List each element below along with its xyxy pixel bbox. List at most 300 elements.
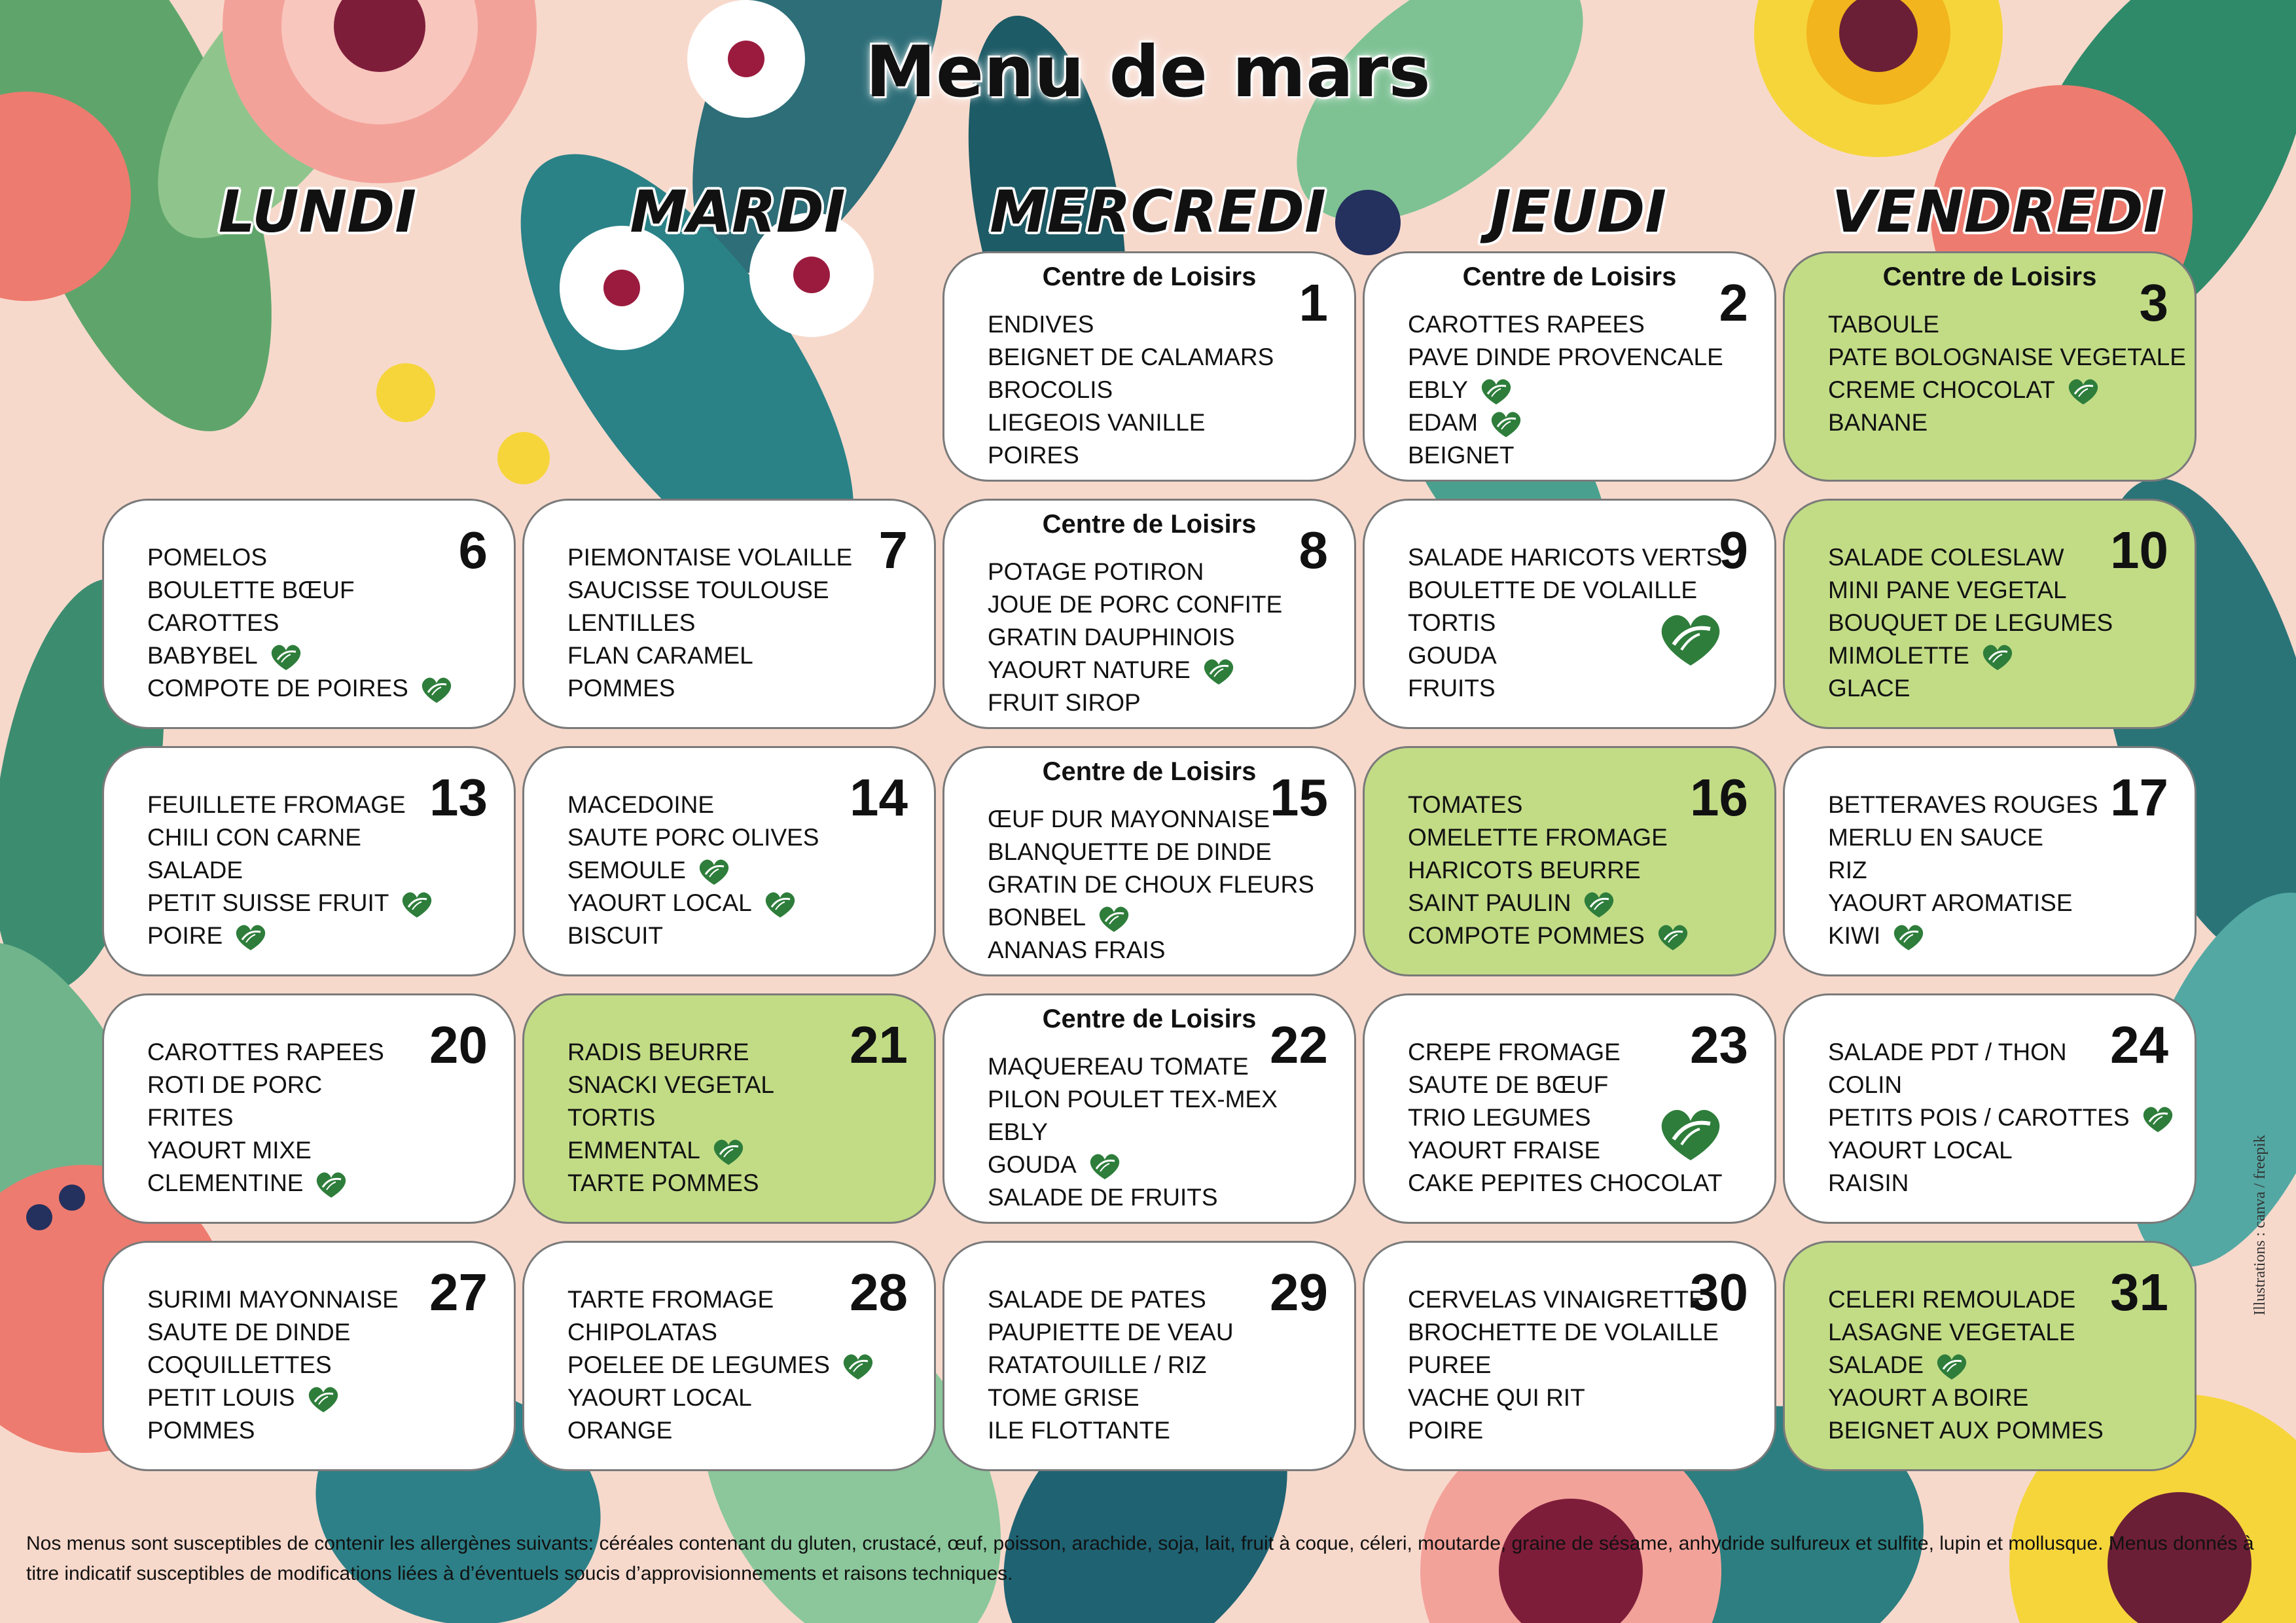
menu-item-text: CHILI CON CARNE [147,824,361,851]
menu-card [522,1241,936,1471]
menu-item-text: SALADE COLESLAW [1828,544,2064,571]
menu-item [567,672,852,705]
bio-heart-icon [1653,607,1729,672]
menu-item-text: MERLU EN SAUCE [1828,824,2043,851]
menu-items [567,1283,877,1447]
menu-item [147,607,456,639]
menu-card [1363,1241,1776,1471]
menu-item-text: GOUDA [1408,642,1497,669]
menu-items [147,1036,384,1200]
menu-item-text: PETITS POIS / CAROTTES [1828,1104,2130,1131]
menu-item-text: YAOURT LOCAL [1828,1137,2013,1164]
menu-item-text: KIWI [1828,922,1881,949]
menu-item [1408,1167,1722,1200]
menu-item [1828,574,2113,607]
menu-item [567,541,852,574]
bio-heart-icon [2139,1105,2177,1133]
menu-items [988,308,1274,472]
menu-item-text: COLIN [1828,1071,1903,1098]
centre-de-loisirs-label: Centre de Loisirs [1042,510,1257,539]
menu-item [1408,854,1692,887]
menu-item-text: ORANGE [567,1417,673,1444]
menu-item-text: YAOURT NATURE [988,656,1191,683]
day-number: 7 [878,521,908,579]
menu-item-text: PUREE [1408,1351,1492,1378]
menu-item [567,1316,877,1349]
menu-item [1408,919,1692,952]
menu-item-text: POTAGE POTIRON [988,558,1204,585]
menu-item-text: GLACE [1828,675,1910,702]
menu-item [147,1283,399,1316]
menu-item-text: CAROTTES RAPEES [1408,311,1645,338]
menu-item [1828,1069,2177,1101]
day-number: 22 [1270,1016,1328,1074]
menu-item [1408,887,1692,919]
centre-de-loisirs-label: Centre de Loisirs [1042,757,1257,786]
menu-items [1408,308,1723,472]
menu-item [567,639,852,672]
bio-heart-icon [1477,377,1515,406]
menu-item [988,556,1282,588]
menu-card [1783,993,2197,1224]
menu-items [1828,789,2098,952]
menu-item [147,639,456,672]
bio-heart-icon [1933,1352,1971,1381]
menu-card [942,1241,1356,1471]
menu-item [1828,1283,2104,1316]
menu-item-text: SAINT PAULIN [1408,889,1571,916]
menu-item-text: YAOURT LOCAL [567,889,752,916]
menu-item-text: POIRES [988,442,1079,469]
menu-item [988,1283,1234,1316]
menu-item [988,1083,1278,1116]
menu-card [102,1241,516,1471]
menu-item-text: MACEDOINE [567,791,715,818]
menu-item [567,919,819,952]
menu-item-text: TORTIS [1408,609,1496,636]
menu-card [1783,251,2197,482]
menu-item-text: SAUTE DE BŒUF [1408,1071,1609,1098]
menu-item [1828,406,2186,439]
menu-card [1783,499,2197,729]
page-title: Menu de mars [865,31,1431,113]
menu-item-text: SEMOULE [567,857,686,883]
menu-item-text: TOMATES [1408,791,1523,818]
menu-item [567,574,852,607]
menu-item-text: YAOURT LOCAL [567,1384,752,1411]
menu-card [942,993,1356,1224]
menu-card [1363,251,1776,482]
menu-item-text: BROCOLIS [988,376,1113,403]
menu-card [942,499,1356,729]
menu-item [1408,1382,1719,1414]
menu-item-text: CAROTTES RAPEES [147,1039,384,1065]
bio-heart-icon [267,643,305,671]
menu-item [988,934,1314,967]
menu-items [1828,1283,2104,1447]
menu-item-text: CELERI REMOULADE [1828,1286,2076,1313]
menu-item-text: PAUPIETTE DE VEAU [988,1319,1234,1346]
day-header-mardi: MARDI [630,178,846,245]
menu-item-text: BANANE [1828,409,1928,436]
menu-item [1408,1283,1719,1316]
bio-heart-icon [2064,377,2102,406]
menu-item-text: BOUQUET DE LEGUMES [1828,609,2113,636]
day-number: 17 [2110,768,2168,827]
menu-item-text: FLAN CARAMEL [567,642,753,669]
menu-item-text: GRATIN DAUPHINOIS [988,624,1235,651]
menu-item-text: RATATOUILLE / RIZ [988,1351,1207,1378]
menu-item-text: BONBEL [988,904,1086,931]
menu-item-text: VACHE QUI RIT [1408,1384,1585,1411]
menu-items [1408,789,1692,952]
menu-card [1363,746,1776,976]
bio-heart-icon [1654,923,1692,952]
menu-items [988,803,1314,967]
menu-item [988,1414,1234,1447]
menu-item [988,1181,1278,1214]
menu-item-text: RAISIN [1828,1169,1909,1196]
menu-item [988,341,1274,374]
menu-item-text: SALADE DE FRUITS [988,1184,1218,1211]
menu-item [147,1316,399,1349]
menu-item-text: ENDIVES [988,311,1094,338]
menu-item-text: COQUILLETTES [147,1351,332,1378]
menu-item-text: JOUE DE PORC CONFITE [988,591,1283,618]
menu-item-text: GRATIN DE CHOUX FLEURS [988,871,1314,898]
menu-item [988,588,1282,621]
menu-item-text: PETIT LOUIS [147,1384,295,1411]
menu-card [522,499,936,729]
menu-item [1828,1414,2104,1447]
menu-item-text: FRITES [147,1104,234,1131]
menu-item-text: SURIMI MAYONNAISE [147,1286,399,1313]
bio-heart-icon [312,1170,350,1199]
menu-item [567,1167,774,1200]
bio-heart-icon [1487,410,1525,438]
day-number: 29 [1270,1263,1328,1321]
menu-item-text: BABYBEL [147,642,258,669]
centre-de-loisirs-label: Centre de Loisirs [1462,262,1677,291]
menu-item [1828,341,2186,374]
menu-item [567,821,819,854]
day-number: 2 [1719,274,1748,332]
menu-item-text: PETIT SUISSE FRUIT [147,889,389,916]
menu-card [942,746,1356,976]
menu-item [988,1382,1234,1414]
menu-item [567,1101,774,1134]
menu-item [988,687,1282,719]
menu-item [1408,439,1723,472]
bio-heart-icon [1095,904,1133,933]
menu-item-text: SALADE HARICOTS VERTS [1408,544,1723,571]
menu-item-text: PATE BOLOGNAISE VEGETALE [1828,344,2186,370]
menu-item [147,821,436,854]
bio-heart-icon [1890,923,1928,952]
menu-item [147,1167,384,1200]
menu-item-text: HARICOTS BEURRE [1408,857,1641,883]
menu-item-text: LENTILLES [567,609,696,636]
menu-item [1828,1167,2177,1200]
day-number: 6 [458,521,488,579]
menu-item-text: PILON POULET TEX-MEX [988,1086,1278,1113]
menu-item-text: SALADE [1828,1351,1924,1378]
menu-item-text: COMPOTE POMMES [1408,922,1645,949]
menu-item [1408,789,1692,821]
menu-item [1408,1349,1719,1382]
menu-item-text: BOULETTE BŒUF [147,577,355,603]
menu-item [988,1149,1278,1181]
menu-item-text: YAOURT MIXE [147,1137,312,1164]
menu-items [147,1283,399,1447]
menu-item [988,1349,1234,1382]
menu-item [147,1069,384,1101]
menu-item-text: LIEGEOIS VANILLE [988,409,1206,436]
menu-item-text: PIEMONTAISE VOLAILLE [567,544,853,571]
day-number: 23 [1690,1016,1748,1074]
menu-item-text: POMELOS [147,544,267,571]
bio-heart-icon [709,1137,747,1166]
menu-item [147,789,436,821]
day-number: 31 [2110,1263,2168,1321]
menu-card [942,251,1356,482]
menu-item [988,374,1274,406]
day-number: 1 [1299,274,1328,332]
menu-item [1828,1101,2177,1134]
menu-item [567,1036,774,1069]
day-number: 24 [2110,1016,2168,1074]
menu-item [1828,308,2186,341]
menu-item-text: YAOURT FRAISE [1408,1137,1601,1164]
menu-items [147,541,456,705]
menu-item-text: SAUTE PORC OLIVES [567,824,819,851]
menu-item-text: BEIGNET [1408,442,1515,469]
menu-item-text: BROCHETTE DE VOLAILLE [1408,1319,1719,1346]
menu-item-text: POIRE [1408,1417,1484,1444]
menu-item [1828,1382,2104,1414]
menu-item-text: PAVE DINDE PROVENCALE [1408,344,1723,370]
menu-item [567,1069,774,1101]
menu-item [1828,672,2113,705]
menu-item [1828,639,2113,672]
menu-item-text: POMMES [567,675,675,702]
menu-item-text: CHIPOLATAS [567,1319,717,1346]
menu-item [988,1116,1278,1149]
menu-item [988,803,1314,836]
menu-item-text: CERVELAS VINAIGRETTE [1408,1286,1705,1313]
menu-item-text: YAOURT AROMATISE [1828,889,2073,916]
centre-de-loisirs-label: Centre de Loisirs [1042,262,1257,291]
menu-items [1828,1036,2177,1200]
bio-heart-icon [398,890,436,919]
menu-item [147,1382,399,1414]
menu-item [1408,341,1723,374]
menu-item-text: MIMOLETTE [1828,642,1969,669]
menu-item [988,1050,1278,1083]
menu-item [1408,406,1723,439]
menu-item [1408,1316,1719,1349]
menu-item-text: MAQUEREAU TOMATE [988,1053,1249,1080]
menu-item [1408,821,1692,854]
menu-item [567,789,819,821]
menu-item-text: OMELETTE FROMAGE [1408,824,1668,851]
menu-items [988,1283,1234,1447]
bio-heart-icon [1653,1101,1729,1167]
menu-item-text: EBLY [988,1118,1048,1145]
menu-item [1408,374,1723,406]
menu-item-text: POELEE DE LEGUMES [567,1351,830,1378]
menu-item [988,439,1274,472]
day-header-vendredi: VENDREDI [1831,178,2165,245]
menu-item-text: SALADE DE PATES [988,1286,1206,1313]
menu-item [988,654,1282,687]
menu-item [988,901,1314,934]
menu-card [102,499,516,729]
day-number: 14 [850,768,908,827]
menu-item [147,574,456,607]
menu-item [1828,789,2098,821]
menu-item [567,607,852,639]
menu-item [1828,1349,2104,1382]
illustration-credit: Illustrations : canva / freepik [2251,1135,2269,1315]
menu-item-text: RIZ [1828,857,1867,883]
menu-item-text: BLANQUETTE DE DINDE [988,838,1272,865]
menu-card [522,746,936,976]
menu-item [988,308,1274,341]
menu-card [1363,993,1776,1224]
menu-item [567,854,819,887]
day-number: 10 [2110,521,2168,579]
menu-item-text: TARTE POMMES [567,1169,759,1196]
menu-card [1783,746,2197,976]
menu-items [567,1036,774,1200]
menu-item [1828,821,2098,854]
day-number: 30 [1690,1263,1748,1321]
menu-item-text: EDAM [1408,409,1478,436]
menu-item-text: CAKE PEPITES CHOCOLAT [1408,1169,1723,1196]
menu-item [988,1316,1234,1349]
bio-heart-icon [1200,657,1238,686]
menu-item [1408,1414,1719,1447]
menu-item-text: BEIGNET DE CALAMARS [988,344,1274,370]
menu-item [1828,1036,2177,1069]
menu-item-text: ŒUF DUR MAYONNAISE [988,806,1270,832]
menu-item [147,1414,399,1447]
menu-item-text: FRUITS [1408,675,1496,702]
menu-items [567,541,852,705]
bio-heart-icon [418,675,456,704]
day-number: 13 [429,768,488,827]
menu-items [147,789,436,952]
menu-item [147,1349,399,1382]
bio-heart-icon [1086,1152,1124,1181]
menu-item-text: CLEMENTINE [147,1169,304,1196]
menu-item [1828,887,2098,919]
day-number: 27 [429,1263,488,1321]
menu-item-text: ILE FLOTTANTE [988,1417,1170,1444]
menu-card [102,993,516,1224]
menu-card [1363,499,1776,729]
menu-item [567,887,819,919]
day-number: 28 [850,1263,908,1321]
menu-item [1828,919,2098,952]
day-header-jeudi: JEUDI [1489,178,1667,245]
menu-item-text: GOUDA [988,1151,1077,1178]
menu-item-text: BEIGNET AUX POMMES [1828,1417,2104,1444]
menu-item-text: SALADE [147,857,243,883]
menu-item [567,1414,877,1447]
menu-item-text: BISCUIT [567,922,663,949]
day-number: 15 [1270,768,1328,827]
centre-de-loisirs-label: Centre de Loisirs [1882,262,2097,291]
menu-items [988,1050,1278,1214]
menu-item [1408,308,1723,341]
menu-item [147,1036,384,1069]
menu-item-text: TARTE FROMAGE [567,1286,774,1313]
menu-item-text: SAUCISSE TOULOUSE [567,577,829,603]
menu-item-text: RADIS BEURRE [567,1039,749,1065]
menu-item-text: CAROTTES [147,609,279,636]
bio-heart-icon [1979,643,2017,671]
bio-heart-icon [761,890,799,919]
day-number: 9 [1719,521,1748,579]
centre-de-loisirs-label: Centre de Loisirs [1042,1005,1257,1033]
day-number: 21 [850,1016,908,1074]
menu-item [147,541,456,574]
menu-card [522,993,936,1224]
menu-item-text: ROTI DE PORC [147,1071,323,1098]
menu-item [988,836,1314,868]
menu-items [1828,308,2186,439]
menu-item-text: SAUTE DE DINDE [147,1319,351,1346]
bio-heart-icon [839,1352,877,1381]
menu-item-text: POIRE [147,922,223,949]
menu-item-text: CREME CHOCOLAT [1828,376,2055,403]
menu-item [1828,541,2113,574]
day-number: 20 [429,1016,488,1074]
bio-heart-icon [304,1385,342,1414]
menu-item [1828,607,2113,639]
bio-heart-icon [232,923,270,952]
menu-item [147,672,456,705]
menu-item-text: TOME GRISE [988,1384,1139,1411]
day-header-lundi: LUNDI [218,178,417,245]
menu-item [1408,672,1722,705]
day-number: 16 [1690,768,1748,827]
menu-item-text: BETTERAVES ROUGES [1828,791,2098,818]
day-header-mercredi: MERCREDI [990,178,1326,245]
menu-item [1828,1316,2104,1349]
menu-item [1408,1069,1722,1101]
menu-item-text: FRUIT SIROP [988,689,1141,716]
menu-item-text: CREPE FROMAGE [1408,1039,1621,1065]
menu-item [147,1134,384,1167]
menu-item-text: POMMES [147,1417,255,1444]
menu-item [1828,1134,2177,1167]
bio-heart-icon [695,857,733,886]
menu-item [988,868,1314,901]
menu-card [102,746,516,976]
menu-item-text: SALADE PDT / THON [1828,1039,2067,1065]
menu-items [567,789,819,952]
menu-item [567,1382,877,1414]
menu-item [567,1134,774,1167]
bio-heart-icon [1580,890,1618,919]
menu-item-text: EBLY [1408,376,1468,403]
menu-item-text: TABOULE [1828,311,1939,338]
menu-item-text: EMMENTAL [567,1137,700,1164]
menu-item [567,1349,877,1382]
